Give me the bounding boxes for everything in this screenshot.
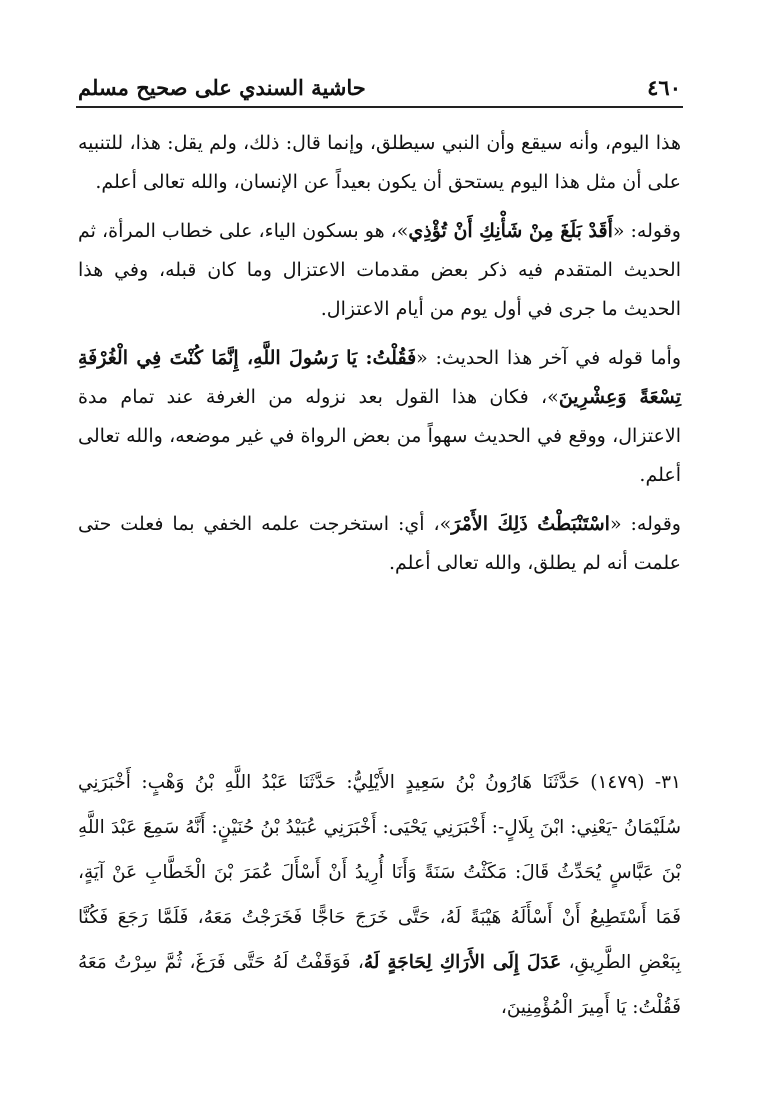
hadith-bold-phrase: عَدَلَ إِلَى الأَرَاكِ لِحَاجَةٍ لَهُ bbox=[363, 952, 562, 973]
running-title: حاشية السندي على صحيح مسلم bbox=[78, 75, 366, 100]
hadith-paragraph bbox=[78, 760, 681, 1030]
paragraph-lead: وقوله: « bbox=[609, 513, 681, 535]
commentary-paragraph-2 bbox=[78, 212, 681, 329]
page-header bbox=[78, 60, 681, 100]
hadith-text-section bbox=[78, 760, 681, 1030]
paragraph-lead: وأما قوله في آخر هذا الحديث: « bbox=[416, 347, 681, 369]
hadith-quote: فَقُلْتُ: يَا رَسُولَ اللَّهِ، إِنَّمَا كُنْتَ فِي الْغُرْفَةِ تِسْعَةً وَعِشْرِينَ bbox=[78, 347, 681, 408]
hadith-quote: أَقَدْ بَلَغَ مِنْ شَأْنِكِ أَنْ تُؤْذِي bbox=[408, 220, 613, 242]
hadith-text-end: ، فَوَقَفْتُ لَهُ حَتَّى فَرَغَ، ثُمَّ سِرْتُ مَعَهُ فَقُلْتُ: يَا أَمِيرَ الْمُؤْمِنِينَ، bbox=[78, 952, 681, 1018]
paragraph-rest: »، هو بسكون الياء، على خطاب المرأة، ثم الحديث المتقدم فيه ذكر بعض مقدمات الاعتزال وما كان قبله، وفي هذا الحديث ما جرى في أول يوم من أيام الاعتزال. bbox=[78, 220, 681, 320]
hadith-quote: اسْتَنْبَطْتُ ذَلِكَ الأَمْرَ bbox=[451, 513, 610, 535]
commentary-paragraph-3 bbox=[78, 339, 681, 495]
page-number: ٤٦٠ bbox=[647, 75, 681, 100]
commentary-paragraph-4 bbox=[78, 505, 681, 583]
commentary-section bbox=[78, 124, 681, 593]
paragraph-rest: »، فكان هذا القول بعد نزوله من الغرفة عند تمام مدة الاعتزال، ووقع في الحديث سهواً من بعض الرواة في غير موضعه، والله تعالى أعلم. bbox=[78, 386, 681, 486]
paragraph-rest: »، أي: استخرجت علمه الخفي بما فعلت حتى علمت أنه لم يطلق، والله تعالى أعلم. bbox=[78, 513, 681, 574]
paragraph-lead: وقوله: « bbox=[612, 220, 681, 242]
commentary-paragraph-1: هذا اليوم، وأنه سيقع وأن النبي سيطلق، وإنما قال: ذلك، ولم يقل: هذا، للتنبيه على أن مثل هذا اليوم يستحق أن يكون بعيداً عن الإنسان، والله تعالى أعلم. bbox=[78, 132, 681, 193]
header-divider bbox=[76, 106, 683, 108]
hadith-text-start: ٣١- (١٤٧٩) حَدَّثَنَا هَارُونُ بْنُ سَعِيدٍ الأَيْلِيُّ: حَدَّثَنَا عَبْدُ اللَّهِ بْنُ وَهْبٍ: أَخْبَرَنِي سُلَيْمَانُ -يَعْنِي: ابْنَ بِلَالٍ-: أَخْبَرَنِي يَحْيَى: أَخْبَرَنِي عُبَيْدُ بْنُ حُنَيْنٍ: أَنَّهُ سَمِعَ عَبْدَ اللَّهِ بْنَ عَبَّاسٍ يُحَدِّثُ قَالَ: مَكَثْتُ سَنَةً وَأَنَا أُرِيدُ أَنْ أَسْأَلَ عُمَرَ بْنَ الْخَطَّابِ عَنْ آيَةٍ، فَمَا أَسْتَطِيعُ أَنْ أَسْأَلَهُ هَيْبَةً لَهُ، حَتَّى خَرَجَ حَاجًّا فَخَرَجْتُ مَعَهُ، فَلَمَّا رَجَعَ فَكُنَّا بِبَعْضِ الطَّرِيقِ، bbox=[78, 772, 681, 973]
